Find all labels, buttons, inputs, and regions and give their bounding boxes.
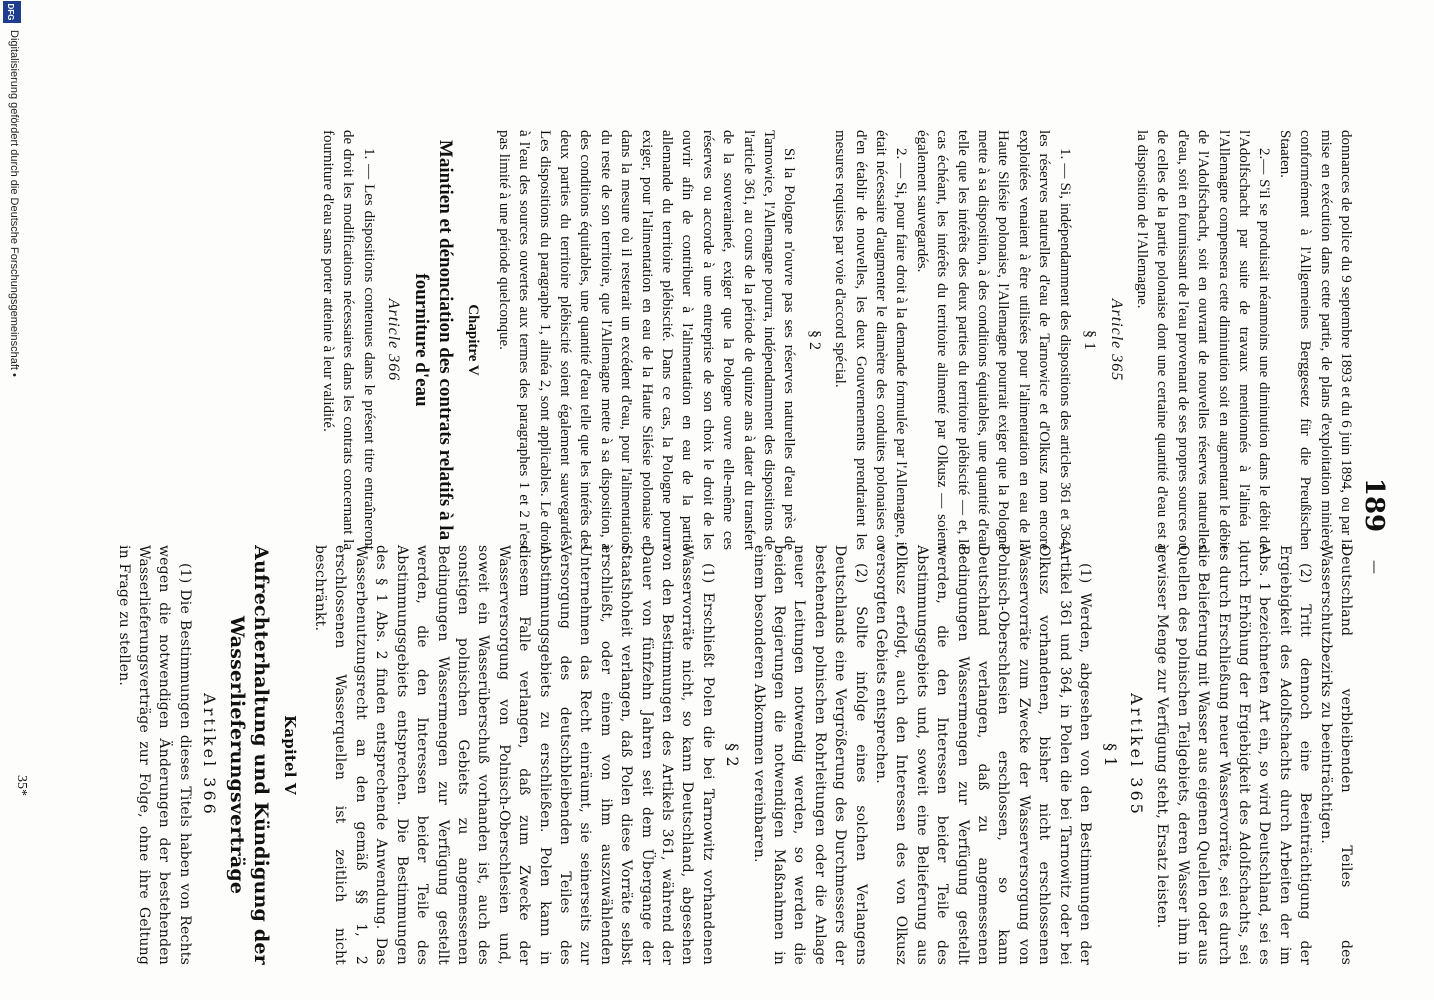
page-number: 189 bbox=[1359, 477, 1389, 533]
fr-section-2-heading: § 2 bbox=[805, 330, 823, 350]
de-article-365-heading: Artikel 365 bbox=[1126, 693, 1146, 817]
de-paragraph-opening: Deutschland verbleibenden Teiles des Wasserschutzbezirks zu beeinträchtigen. bbox=[1317, 545, 1354, 965]
de-article-365-section-2-text: (1) Erschließt Polen die bei Tarnowitz vorhandenen Wasservorräte nicht, so kann Deutschland, abgesehen von den Bestimmungen des Artikels 361, während der Dauer von fünfzehn Jahren seit dem Übergange der Staatshoheit verlangen, daß Polen diese Vorräte selbst erschließt, oder einem von ihm auszuwählenden Unternehmen das Recht einräumt, sie seinerseits zur Versorgung des deutschbleibenden Teiles des Abstimmungsgebiets zu erschließen. Polen kann in diesem Falle verlangen, daß zum Zwecke der Wasserversorgung von Polnisch-Oberschlesien und, soweit ein Wasserüberschuß vorhanden ist, auch des sonstigen polnischen Gebiets zu angemessenen Bedingungen Wassermengen zur Verfügung gestellt werden, die den Interessen beider Teile des Abstimmungsgebiets entsprechen. Die Bestimmungen des § 1 Abs. 2 finden entsprechende Anwendung. Das Wasserbenutzungsrecht an den gemäß §§ 1, 2 erschlossenen Wasserquellen ist zeitlich nicht beschränkt. bbox=[312, 545, 716, 965]
german-column bbox=[113, 545, 1356, 965]
fr-article-366-para-1: 1. — Les dispositions contenues dans le présent titre entraîneront de droit les modifications nécessaires dans les contrats concernant la fourniture d'eau sans porter atteinte à leur validité. bbox=[319, 130, 377, 550]
de-section-2-heading: § 2 bbox=[723, 743, 743, 767]
fr-paragraph-2: 2.— S'il se produisait néanmoins une diminution dans le débit de l'Adolfschacht par suite de travaux mentionnés à l'alinéa 1, l'Allemagne compensera cette diminution soit en augmentant le débit de l'Adolfschacht, soit en ouvrant de nouvelles réserves naturelles d'eau, soit en fournissant de l'eau provenant de ses propres sources ou de celles de la partie polonaise dont une certaine quantité d'eau est à la disposition de l'Allemagne. bbox=[1133, 130, 1273, 550]
fr-article-365-section-2-text: Si la Pologne n'ouvre pas ses réserves naturelles d'eau près de Tarnowice, l'Allemagne pourra, indépendamment des dispositions de l'article 361, au cours de la période de quinze ans à dater du transfert de la souveraineté, exiger que la Pologne ouvre elle-même ces réserves ou accorde à une entreprise de son choix le droit de les ouvrir afin de contribuer à l'alimentation en eau de la partie allemande du territoire plébiscité. Dans ce cas, la Pologne pourra exiger, pour l'alimentation en eau de la Haute Silésie polonaise et, dans la mesure où il resterait un excédent d'eau, pour l'alimentation du reste de son territoire, que l'Allemagne mette à sa disposition, à des conditions équitables, une quantité d'eau telle que les intérêts des deux parties du territoire plébiscité soient également sauvegardés. Les dispositions du paragraphe 1, alinéa 2, sont applicables. Le droit à l'eau des sources ouvertes aux termes des paragraphes 1 et 2 n'est pas limité à une période quelconque. bbox=[495, 130, 798, 550]
de-article-365-para-1: (1) Werden, abgesehen von den Bestimmungen der Artikel 361 und 364, in Polen die bei Tarnowitz oder bei Olkusz vorhandenen, bisher nicht erschlossenen Wasservorräte zum Zwecke der Wasserversorgung von Polnisch-Oberschlesien erschlossen, so kann Deutschland verlangen, daß zu angemessenen Bedingungen Wassermengen zur Verfügung gestellt werden, die den Interessen beider Teile des Abstimmungsgebiets und, soweit eine Belieferung aus Olkusz erfolgt, auch den Interessen des von Olkusz versorgten Gebiets entsprechen. bbox=[873, 545, 1094, 965]
digitization-credit bbox=[0, 0, 24, 1000]
dfg-logo-icon bbox=[0, 0, 24, 24]
credit-text: Digitalisierung gefördert durch die Deutsche Forschungsgemeinschaft • bbox=[8, 30, 20, 377]
fr-article-365-para-2: 2. — Si, pour faire droit à la demande formulée par l'Allemagne, il était nécessaire d'augmenter le diamètre des conduites polonaises ou d'en établir de nouvelles, les deux Gouvernements prendraient les mesures requises par voie d'accord spécial. bbox=[832, 130, 910, 550]
page-number-dash: — bbox=[1366, 560, 1382, 574]
fr-chapter-heading: Chapitre V bbox=[465, 304, 482, 376]
french-column bbox=[317, 130, 1356, 550]
de-section-1-heading: § 1 bbox=[1100, 743, 1120, 767]
fr-paragraph-opening: donnances de police du 9 septembre 1893 et du 6 juin 1894, ou par la mise en exécution dans cette partie, de plans d'exploitation minière, conformément à l'Allgemeines Berggesetz für die Preußischen Staaten. bbox=[1276, 130, 1354, 550]
svg-text:DFG: DFG bbox=[6, 3, 15, 21]
de-chapter-title: Aufrechterhaltung und Kündigung der Wasserlieferungsverträge bbox=[226, 545, 273, 965]
signature-mark: 35* bbox=[14, 775, 29, 796]
fr-article-365-para-1: 1. — Si, indépendamment des dispositions des articles 361 et 364, les réserves naturelles d'eau de Tarnowice et d'Olkusz non encore exploitées venaient à être utilisées pour l'alimentation en eau de la Haute Silésie polonaise, l'Allemagne pourrait exiger que la Pologne mette à sa disposition, à des conditions équitables, une quantité d'eau telle que les intérêts des deux parties du territoire plébiscité — et, le cas échéant, les intérêts du territoire alimenté par Olkusz — soient également sauvegardés. bbox=[913, 130, 1073, 550]
de-article-365-para-2: (2) Sollte infolge eines solchen Verlangens Deutschlands eine Vergrößerung des Durchmessers der bestehenden polnischen Rohrleitungen oder die Anlage neuer Leitungen notwendig werden, so werden die beiden Regierungen die notwendigen Maßnahmen in einem besonderen Abkommen vereinbaren. bbox=[750, 545, 869, 965]
de-paragraph-2: (2) Tritt dennoch eine Beeinträchtigung der Ergiebigkeit des Adolfschachts durch Arbeiten der im Abs. 1 bezeichneten Art ein, so wird Deutschland, sei es durch Erhöhung der Ergiebigkeit des Adolfschachts, sei es durch Erschließung neuer Wasservorräte, sei es durch die Belieferung mit Wasser aus eigenen Quellen oder aus Quellen des polnischen Teilgebiets, deren Wasser ihm in gewisser Menge zur Verfügung steht, Ersatz leisten. bbox=[1154, 545, 1314, 965]
de-article-366-heading: Artikel 366 bbox=[200, 693, 220, 817]
fr-article-366-heading: Article 366 bbox=[384, 298, 402, 382]
de-article-366-para-1: (1) Die Bestimmungen dieses Titels haben von Rechts wegen die notwendigen Änderungen der bestehenden Wasserlieferungsverträge zur Folge, ohne ihre Geltung in Frage zu stellen. bbox=[115, 545, 193, 965]
fr-chapter-title: Maintien et dénonciation des contrats relatifs à la fourniture d'eau bbox=[410, 139, 456, 541]
de-chapter-heading: Kapitel V bbox=[280, 715, 299, 795]
fr-article-365-heading: Article 365 bbox=[1107, 298, 1125, 382]
fr-section-1-heading: § 1 bbox=[1081, 330, 1099, 350]
